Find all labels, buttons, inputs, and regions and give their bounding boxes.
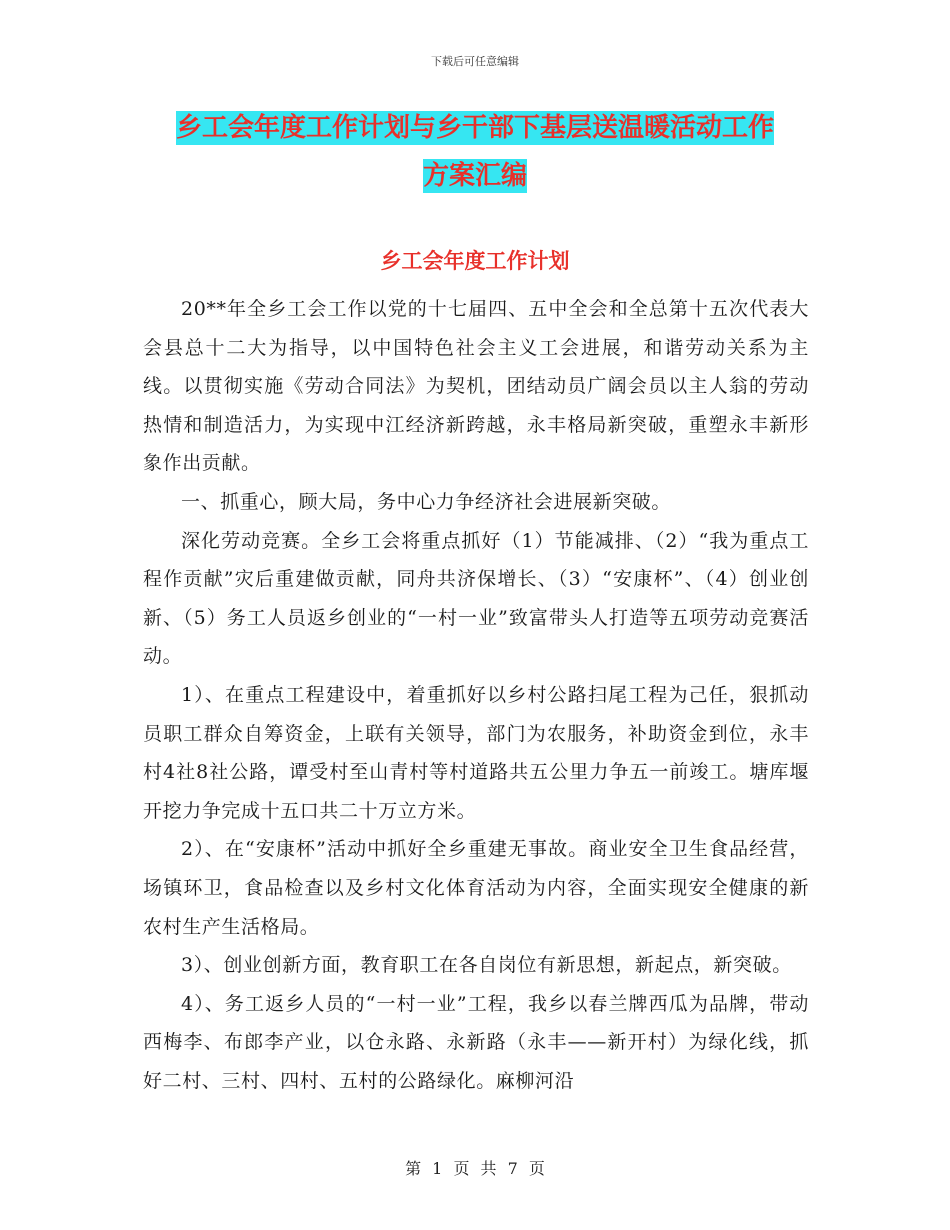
page-footer: 第 1 页 共 7 页	[405, 1159, 545, 1178]
document-title	[140, 104, 810, 200]
paragraph: 一、抓重心，顾大局，务中心力争经济社会进展新突破。	[181, 490, 672, 513]
paragraph: 4）、务工返乡人员的“一村一业”工程，我乡以春兰牌西瓜为品牌，带动西梅李、布郎李产业，以仓永路、永新路（永丰——新开村）为绿化线，抓好二村、三村、四村、五村的公路绿化。麻柳河沿	[143, 992, 809, 1092]
paragraph: 2）、在“安康杯”活动中抓好全乡重建无事故。商业安全卫生食品经营，场镇环卫，食品检查以及乡村文化体育活动为内容，全面实现安全健康的新农村生产生活格局。	[143, 838, 809, 938]
paragraph: 1）、在重点工程建设中，着重抓好以乡村公路扫尾工程为己任，狠抓动员职工群众自筹资金，上联有关领导，部门为农服务，补助资金到位，永丰村4社8社公路，谭受村至山青村等村道路共五公里力争五一前竣工。塘库堰开挖力争完成十五口共二十万立方米。	[143, 683, 809, 822]
header-note: 下载后可任意编辑	[431, 55, 519, 68]
paragraph: 20**年全乡工会工作以党的十七届四、五中全会和全总第十五次代表大会县总十二大为指导，以中国特色社会主义工会进展，和谐劳动关系为主线。以贯彻实施《劳动合同法》为契机，团结动员广阔会员以主人翁的劳动热情和制造活力，为实现中江经济新跨越，永丰格局新突破，重塑永丰新形象作出贡献。	[143, 298, 809, 475]
paragraph: 深化劳动竞赛。全乡工会将重点抓好（1）节能减排、（2）“我为重点工程作贡献”灾后重建做贡献，同舟共济保增长、（3）“安康杯”、（4）创业创新、（5）务工人员返乡创业的“一村一业”致富带头人打造等五项劳动竞赛活动。	[143, 529, 809, 668]
section-title: 乡工会年度工作计划	[380, 249, 570, 273]
paragraph: 3）、创业创新方面，教育职工在各自岗位有新思想，新起点，新突破。	[181, 954, 792, 977]
document-title-line-1: 乡工会年度工作计划与乡干部下基层送温暖活动工作	[175, 113, 774, 143]
body-text	[143, 290, 809, 1100]
document-title-line-2: 方案汇编	[422, 161, 527, 191]
